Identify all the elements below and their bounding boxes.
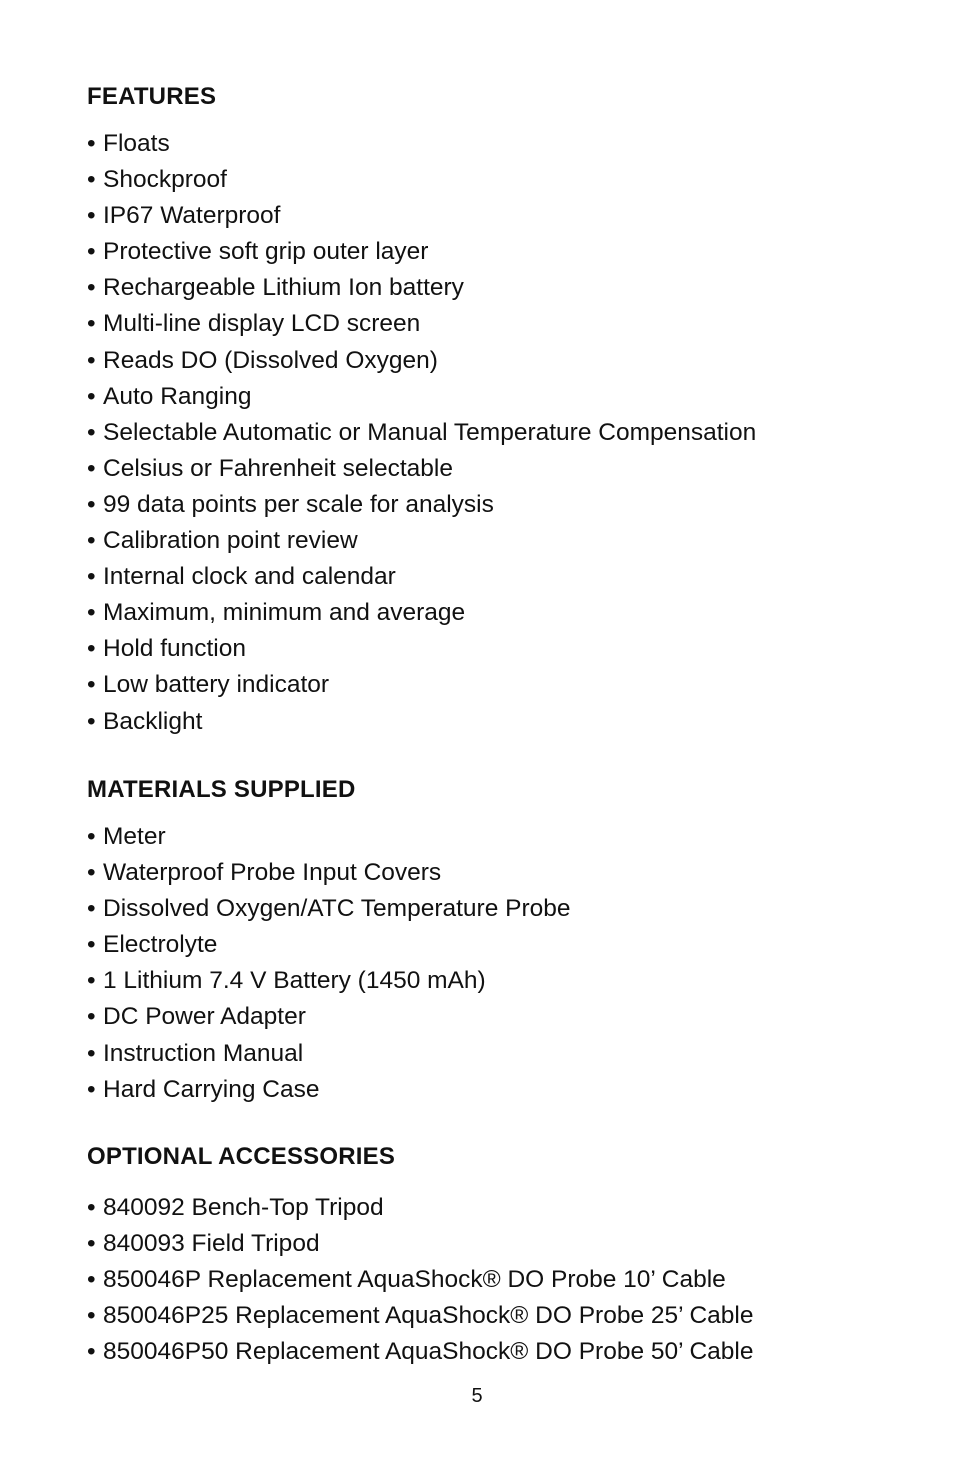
- list-item-text: Multi-line display LCD screen: [103, 310, 421, 338]
- optional-accessories-heading: OPTIONAL ACCESSORIES: [87, 1143, 396, 1170]
- list-item: [87, 1226, 753, 1262]
- list-item: [87, 1036, 571, 1072]
- bullet-glyph: •: [87, 823, 96, 850]
- bullet-glyph: •: [87, 310, 96, 338]
- bullet-glyph: •: [87, 967, 96, 995]
- list-item: [87, 667, 756, 703]
- list-item: [87, 198, 756, 234]
- bullet-glyph: •: [87, 707, 96, 735]
- list-item-text: Protective soft grip outer layer: [103, 238, 429, 266]
- bullet-glyph: •: [87, 1266, 96, 1294]
- list-item: [87, 1298, 753, 1334]
- list-item-text: 840093 Field Tripod: [103, 1230, 320, 1258]
- list-item-text: 850046P25 Replacement AquaShock® DO Probe 25’ Cable: [103, 1302, 754, 1330]
- list-item: [87, 559, 756, 595]
- list-item: [87, 1072, 571, 1108]
- list-item: [87, 855, 571, 891]
- list-item-text: Electrolyte: [103, 931, 218, 959]
- list-item: [87, 343, 756, 379]
- list-item: [87, 523, 756, 559]
- list-item-text: 1 Lithium 7.4 V Battery (1450 mAh): [103, 967, 486, 995]
- bullet-glyph: •: [87, 202, 96, 230]
- bullet-glyph: •: [87, 527, 96, 555]
- list-item-text: Low battery indicator: [103, 671, 330, 699]
- list-item: [87, 1262, 753, 1298]
- list-item-text: 850046P50 Replacement AquaShock® DO Probe 50’ Cable: [103, 1338, 754, 1366]
- list-item: [87, 162, 756, 198]
- bullet-glyph: •: [87, 1194, 96, 1221]
- bullet-glyph: •: [87, 1230, 96, 1258]
- bullet-glyph: •: [87, 166, 96, 194]
- bullet-glyph: •: [87, 599, 96, 627]
- list-item: [87, 927, 571, 963]
- list-item-text: Floats: [103, 130, 170, 157]
- list-item-text: Selectable Automatic or Manual Temperature Compensation: [103, 418, 757, 446]
- list-item-text: 99 data points per scale for analysis: [103, 490, 494, 518]
- bullet-glyph: •: [87, 1003, 96, 1031]
- list-item: [87, 379, 756, 415]
- bullet-glyph: •: [87, 635, 96, 663]
- list-item-text: Auto Ranging: [103, 382, 252, 410]
- list-item: [87, 270, 756, 306]
- bullet-glyph: •: [87, 1302, 96, 1330]
- bullet-glyph: •: [87, 238, 96, 266]
- list-item: [87, 595, 756, 631]
- list-item: [87, 451, 756, 487]
- list-item-text: Shockproof: [103, 166, 227, 194]
- list-item: [87, 126, 756, 162]
- bullet-glyph: •: [87, 931, 96, 959]
- list-item: [87, 631, 756, 667]
- bullet-glyph: •: [87, 563, 96, 591]
- bullet-glyph: •: [87, 1075, 96, 1103]
- list-item: [87, 704, 756, 740]
- list-item-text: IP67 Waterproof: [103, 202, 281, 230]
- bullet-glyph: •: [87, 671, 96, 699]
- bullet-glyph: •: [87, 454, 96, 482]
- materials-supplied-heading: MATERIALS SUPPLIED: [87, 776, 356, 803]
- bullet-glyph: •: [87, 895, 96, 923]
- list-item: [87, 306, 756, 342]
- list-item: [87, 891, 571, 927]
- list-item: [87, 234, 756, 270]
- list-item: [87, 1334, 753, 1370]
- bullet-glyph: •: [87, 346, 96, 374]
- list-item-text: DC Power Adapter: [103, 1003, 306, 1031]
- bullet-glyph: •: [87, 490, 96, 518]
- bullet-glyph: •: [87, 859, 96, 887]
- features-list: [87, 126, 756, 740]
- list-item: [87, 1190, 753, 1226]
- list-item-text: 850046P Replacement AquaShock® DO Probe 10’ Cable: [103, 1266, 726, 1294]
- list-item-text: Dissolved Oxygen/ATC Temperature Probe: [103, 895, 571, 923]
- bullet-glyph: •: [87, 382, 96, 410]
- list-item-text: Hold function: [103, 635, 247, 663]
- list-item-text: Hard Carrying Case: [103, 1075, 320, 1103]
- page-number: 5: [471, 1385, 483, 1407]
- list-item-text: Calibration point review: [103, 527, 358, 555]
- list-item-text: Meter: [103, 823, 166, 850]
- bullet-glyph: •: [87, 130, 96, 157]
- bullet-glyph: •: [87, 1039, 96, 1067]
- optional-accessories-list: [87, 1190, 753, 1370]
- list-item-text: Instruction Manual: [103, 1039, 304, 1067]
- list-item-text: Celsius or Fahrenheit selectable: [103, 454, 453, 482]
- bullet-glyph: •: [87, 1338, 96, 1366]
- bullet-glyph: •: [87, 274, 96, 302]
- list-item: [87, 963, 571, 999]
- list-item-text: Backlight: [103, 707, 203, 735]
- list-item-text: Reads DO (Dissolved Oxygen): [103, 346, 438, 374]
- list-item-text: Waterproof Probe Input Covers: [103, 859, 442, 887]
- features-heading: FEATURES: [87, 83, 217, 110]
- list-item: [87, 819, 571, 855]
- list-item-text: 840092 Bench-Top Tripod: [103, 1194, 384, 1221]
- list-item: [87, 487, 756, 523]
- list-item-text: Rechargeable Lithium Ion battery: [103, 274, 464, 302]
- list-item: [87, 999, 571, 1035]
- list-item-text: Maximum, minimum and average: [103, 599, 466, 627]
- materials-supplied-list: [87, 819, 571, 1108]
- bullet-glyph: •: [87, 418, 96, 446]
- list-item-text: Internal clock and calendar: [103, 563, 396, 591]
- list-item: [87, 415, 756, 451]
